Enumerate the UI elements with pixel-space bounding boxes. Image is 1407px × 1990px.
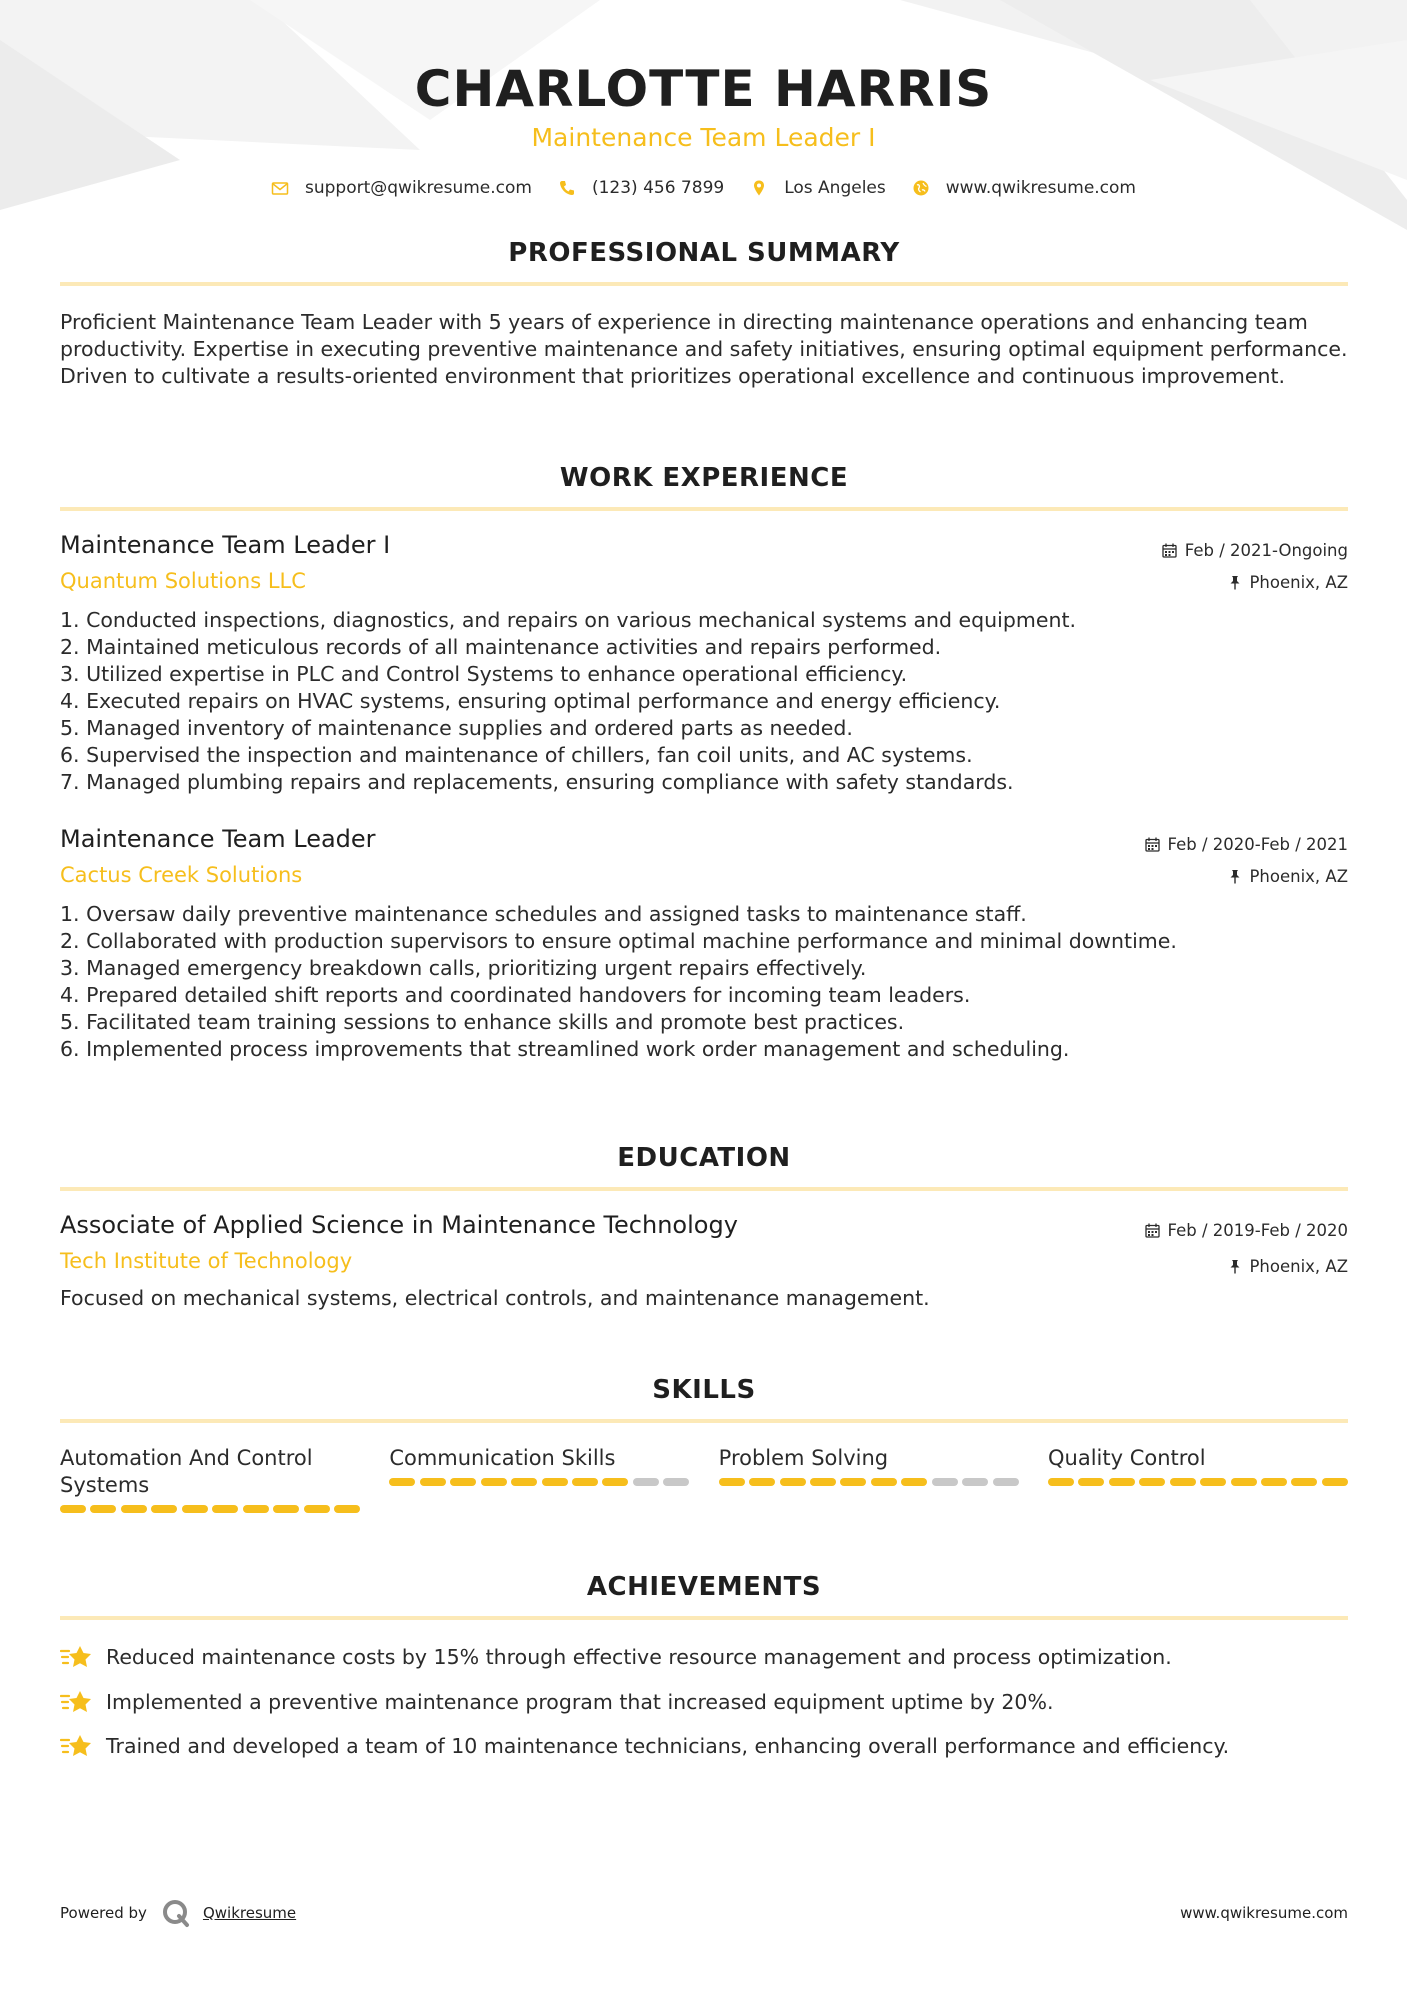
skill-level-segment <box>334 1505 360 1513</box>
bullet-item: 1. Conducted inspections, diagnostics, and repairs on various mechanical systems and equipment. <box>60 608 1077 632</box>
skill-level-segment <box>450 1478 476 1486</box>
skill-level-segment <box>151 1505 177 1513</box>
skill-level-segment <box>1231 1478 1257 1486</box>
skill-level-segment <box>810 1478 836 1486</box>
skill-level-segment <box>780 1478 806 1486</box>
contact-bar <box>0 178 1407 198</box>
contact-website[interactable] <box>912 178 1136 198</box>
map-pin-icon <box>750 179 768 197</box>
calendar-icon <box>1145 837 1160 852</box>
bullet-item: 3. Utilized expertise in PLC and Control Systems to enhance operational efficiency. <box>60 662 908 686</box>
summary-text: Proficient Maintenance Team Leader with 5 years of experience in directing maintenance operations and enhancing team productivity. Expertise in executing preventive maintenance and safety initiatives, ensuring optimal equipment performance. Driven to cultivate a results-oriented environment that prioritizes operational excellence and continuous improvement. <box>60 310 1348 388</box>
globe-icon <box>912 179 930 197</box>
bullet-item: 2. Collaborated with production supervisors to ensure optimal machine performance and minimal downtime. <box>60 929 1177 953</box>
contact-phone[interactable] <box>558 178 724 198</box>
education-entry <box>60 1211 1348 1312</box>
summary-section <box>60 238 1348 390</box>
bullet-item: 3. Managed emergency breakdown calls, prioritizing urgent repairs effectively. <box>60 956 867 980</box>
skill-level-bar <box>389 1478 689 1486</box>
skill-level-segment <box>633 1478 659 1486</box>
skill-level-segment <box>1291 1478 1317 1486</box>
achievement-text: Reduced maintenance costs by 15% through effective resource management and process optimization. <box>106 1645 1172 1670</box>
skills-heading: SKILLS <box>652 1375 756 1405</box>
bullet-item: 7. Managed plumbing repairs and replacements, ensuring compliance with safety standards. <box>60 770 1014 794</box>
skill-level-segment <box>1048 1478 1074 1486</box>
skill-level-segment <box>60 1505 86 1513</box>
bullet-item: 6. Implemented process improvements that streamlined work order management and scheduling. <box>60 1037 1070 1061</box>
achievement-text: Implemented a preventive maintenance program that increased equipment uptime by 20%. <box>106 1689 1054 1714</box>
skill-level-segment <box>840 1478 866 1486</box>
skill-level-segment <box>962 1478 988 1486</box>
star-icon <box>60 1643 92 1671</box>
skill-level-segment <box>243 1505 269 1513</box>
job-dates: Feb / 2020-Feb / 2021 <box>1167 834 1348 854</box>
job-company: Quantum Solutions LLC <box>60 569 306 593</box>
skill-item <box>719 1445 1019 1513</box>
powered-by-label: Powered by <box>60 1904 147 1922</box>
powered-by <box>60 1898 296 1928</box>
skill-level-segment <box>663 1478 689 1486</box>
degree-title: Associate of Applied Science in Maintenance Technology <box>60 1211 738 1239</box>
contact-phone-text: (123) 456 7899 <box>591 178 725 198</box>
skills-divider <box>60 1419 1348 1423</box>
bullet-item: 5. Managed inventory of maintenance supplies and ordered parts as needed. <box>60 716 853 740</box>
skill-level-segment <box>481 1478 507 1486</box>
job-company: Cactus Creek Solutions <box>60 863 303 887</box>
contact-location-text: Los Angeles <box>784 178 886 198</box>
achievements-list <box>60 1635 1348 1769</box>
job-entry <box>60 825 1348 1063</box>
skill-level-bar <box>719 1478 1019 1486</box>
contact-email[interactable] <box>271 178 532 198</box>
skill-level-segment <box>749 1478 775 1486</box>
skill-name: Problem Solving <box>718 1446 889 1470</box>
pin-icon <box>1229 869 1241 884</box>
envelope-icon <box>271 179 289 197</box>
skill-level-segment <box>1109 1478 1135 1486</box>
skill-level-segment <box>719 1478 745 1486</box>
skill-level-segment <box>1078 1478 1104 1486</box>
skill-level-segment <box>871 1478 897 1486</box>
contact-website-text: www.qwikresume.com <box>945 178 1136 198</box>
education-dates: Feb / 2019-Feb / 2020 <box>1167 1220 1348 1240</box>
job-title: Maintenance Team Leader <box>60 825 376 853</box>
job-location: Phoenix, AZ <box>1249 572 1348 592</box>
school-name: Tech Institute of Technology <box>60 1249 353 1273</box>
skill-level-segment <box>572 1478 598 1486</box>
qwikresume-link[interactable]: Qwikresume <box>202 1904 297 1922</box>
calendar-icon <box>1162 543 1177 558</box>
summary-divider <box>60 282 1348 286</box>
job-bullets <box>60 607 1348 796</box>
education-location: Phoenix, AZ <box>1249 1256 1348 1276</box>
skill-level-segment <box>121 1505 147 1513</box>
star-icon <box>60 1732 92 1760</box>
job-title: Maintenance Team Leader I <box>60 531 391 559</box>
skill-level-segment <box>932 1478 958 1486</box>
phone-icon <box>558 179 576 197</box>
candidate-name: CHARLOTTE HARRIS <box>414 60 993 118</box>
pin-icon <box>1229 1259 1241 1274</box>
achievements-heading: ACHIEVEMENTS <box>586 1572 822 1602</box>
skill-level-segment <box>212 1505 238 1513</box>
resume-header <box>0 0 1407 198</box>
skill-level-segment <box>90 1505 116 1513</box>
qwikresume-logo-icon <box>161 1898 191 1928</box>
bullet-item: 6. Supervised the inspection and maintenance of chillers, fan coil units, and AC systems. <box>60 743 973 767</box>
skill-name: Communication Skills <box>389 1446 616 1470</box>
skill-item <box>1048 1445 1348 1513</box>
achievements-divider <box>60 1616 1348 1620</box>
calendar-icon <box>1145 1223 1160 1238</box>
bullet-item: 5. Facilitated team training sessions to enhance skills and promote best practices. <box>60 1010 905 1034</box>
skill-level-segment <box>993 1478 1019 1486</box>
experience-heading: WORK EXPERIENCE <box>559 463 849 493</box>
job-entry <box>60 531 1348 796</box>
skill-level-segment <box>389 1478 415 1486</box>
skill-level-segment <box>273 1505 299 1513</box>
achievements-section <box>60 1572 1348 1769</box>
achievement-text: Trained and developed a team of 10 maintenance technicians, enhancing overall performance and efficiency. <box>106 1734 1230 1759</box>
education-heading: EDUCATION <box>617 1143 791 1173</box>
bullet-item: 4. Executed repairs on HVAC systems, ensuring optimal performance and energy efficiency. <box>60 689 1001 713</box>
skill-level-bar <box>60 1505 360 1513</box>
experience-divider <box>60 507 1348 511</box>
skill-level-segment <box>1170 1478 1196 1486</box>
bullet-item: 4. Prepared detailed shift reports and coordinated handovers for incoming team leaders. <box>60 983 971 1007</box>
skills-section <box>60 1375 1348 1513</box>
experience-section <box>60 463 1348 1063</box>
skill-level-segment <box>1139 1478 1165 1486</box>
skill-level-segment <box>511 1478 537 1486</box>
star-icon <box>60 1688 92 1716</box>
skill-item <box>60 1445 360 1513</box>
education-section <box>60 1143 1348 1312</box>
skill-level-segment <box>602 1478 628 1486</box>
contact-email-text: support@qwikresume.com <box>305 178 532 198</box>
skill-level-segment <box>1200 1478 1226 1486</box>
job-location: Phoenix, AZ <box>1249 866 1348 886</box>
skill-name: Automation And Control Systems <box>60 1446 313 1497</box>
summary-heading: PROFESSIONAL SUMMARY <box>508 238 900 268</box>
skill-level-segment <box>901 1478 927 1486</box>
skill-level-segment <box>1261 1478 1287 1486</box>
job-dates: Feb / 2021-Ongoing <box>1184 540 1348 560</box>
skill-level-bar <box>1048 1478 1348 1486</box>
education-divider <box>60 1187 1348 1191</box>
pin-icon <box>1229 575 1241 590</box>
skills-grid <box>60 1445 1348 1513</box>
footer <box>60 1898 1348 1928</box>
skill-level-segment <box>420 1478 446 1486</box>
contact-location <box>750 178 886 198</box>
job-bullets <box>60 901 1348 1063</box>
skill-level-segment <box>542 1478 568 1486</box>
skill-level-segment <box>1322 1478 1348 1486</box>
achievement-item <box>60 1635 1348 1680</box>
achievement-item <box>60 1680 1348 1725</box>
skill-level-segment <box>182 1505 208 1513</box>
skill-level-segment <box>304 1505 330 1513</box>
bullet-item: 1. Oversaw daily preventive maintenance schedules and assigned tasks to maintenance staff. <box>60 902 1027 926</box>
skill-item <box>389 1445 689 1513</box>
candidate-title: Maintenance Team Leader I <box>531 123 876 152</box>
skill-name: Quality Control <box>1047 1446 1206 1470</box>
education-description: Focused on mechanical systems, electrical controls, and maintenance management. <box>60 1286 930 1310</box>
bullet-item: 2. Maintained meticulous records of all maintenance activities and repairs performed. <box>60 635 942 659</box>
achievement-item <box>60 1724 1348 1769</box>
footer-website[interactable]: www.qwikresume.com <box>1180 1904 1348 1922</box>
